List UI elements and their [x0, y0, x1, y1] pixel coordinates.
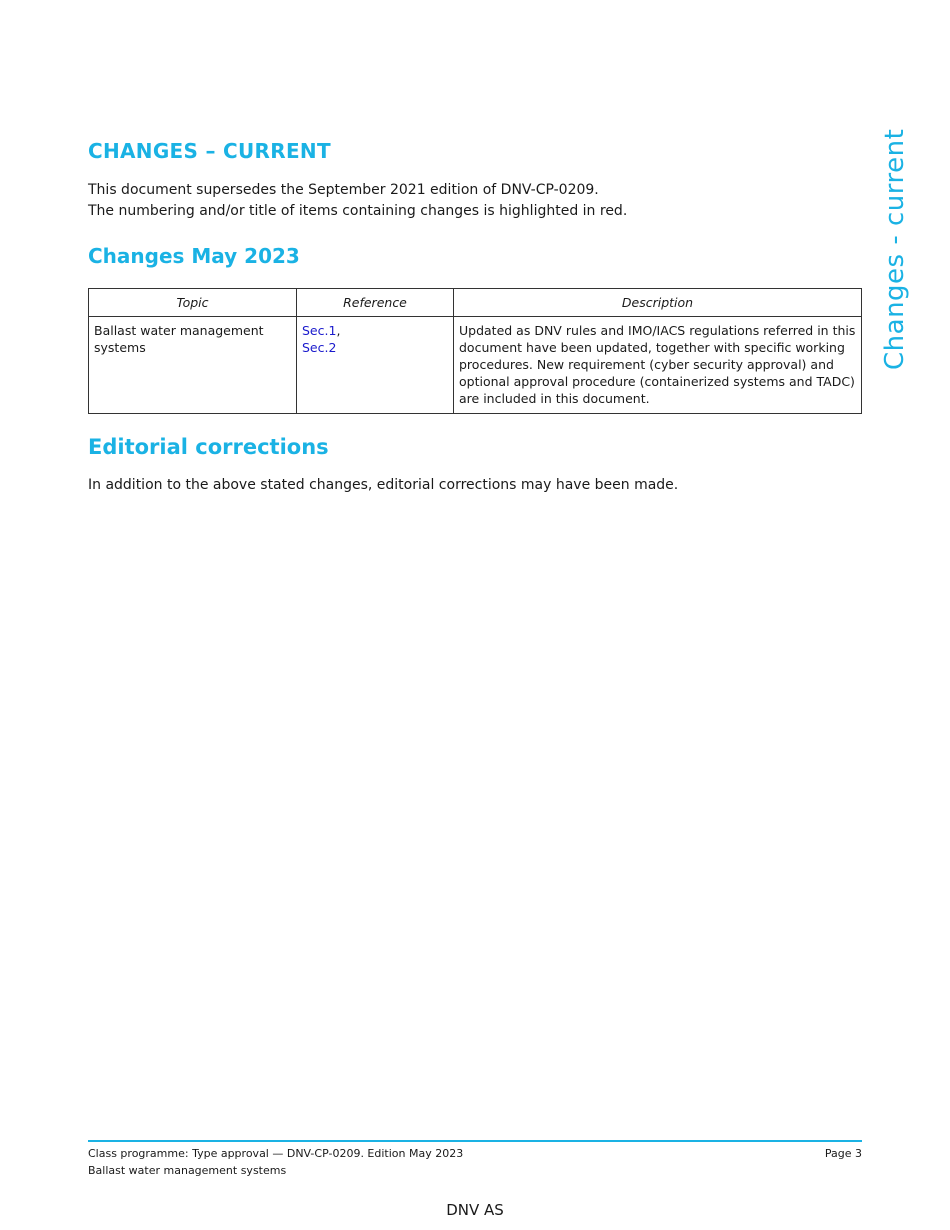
footer-document-info: Class programme: Type approval — DNV-CP-0209. Edition May 2023 — [88, 1147, 464, 1160]
intro-text — [88, 180, 627, 222]
changes-heading: Changes May 2023 — [88, 244, 300, 268]
reference-link-sec2[interactable]: Sec.2 — [302, 340, 337, 355]
reference-separator: , — [336, 323, 341, 338]
side-section-title: Changes - current — [880, 128, 910, 370]
footer-page-number: Page 3 — [824, 1147, 862, 1160]
cell-topic: Ballast water management systems — [89, 317, 297, 414]
changes-table — [88, 288, 862, 414]
intro-line-2: The numbering and/or title of items containing changes is highlighted in red. — [88, 203, 628, 219]
page-title: CHANGES – CURRENT — [88, 139, 331, 163]
table-row — [89, 317, 862, 414]
header-topic: Topic — [89, 289, 297, 317]
cell-description: Updated as DNV rules and IMO/IACS regulations referred in this document have been updated, together with specific working procedures. New requirement (cyber security approval) and optional approval procedure (containerized systems and TADC) are included in this document. — [454, 317, 862, 414]
cell-reference — [297, 317, 454, 414]
company-name: DNV AS — [446, 1201, 504, 1219]
table-header-row — [89, 289, 862, 317]
footer-divider — [88, 1140, 862, 1142]
footer-document-subtitle: Ballast water management systems — [88, 1164, 287, 1177]
header-reference: Reference — [297, 289, 454, 317]
intro-line-1: This document supersedes the September 2021 edition of DNV-CP-0209. — [88, 182, 599, 198]
editorial-text: In addition to the above stated changes, editorial corrections may have been made. — [88, 477, 679, 493]
editorial-heading: Editorial corrections — [88, 435, 329, 459]
header-description: Description — [454, 289, 862, 317]
reference-link-sec1[interactable]: Sec.1 — [302, 323, 337, 338]
